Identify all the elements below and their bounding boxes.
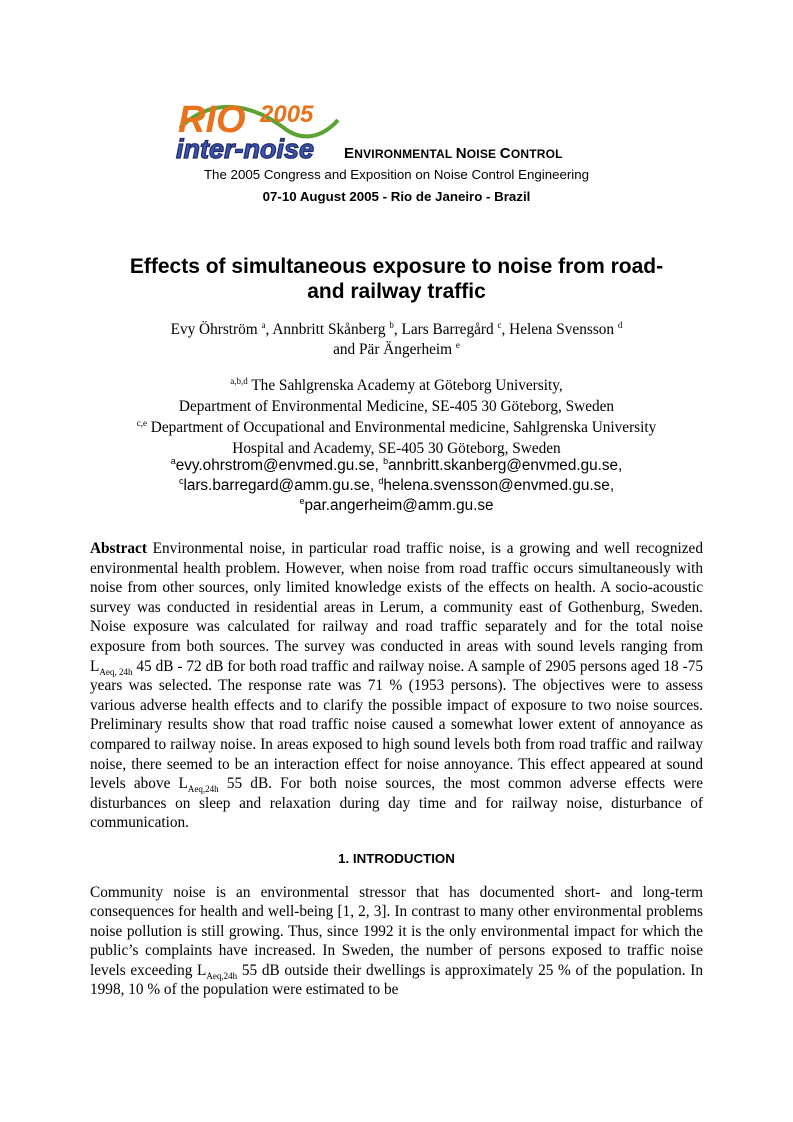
author: Lars Barregård: [401, 321, 494, 338]
author-emails: $^a$evy.ohrstrom@envmed.gu.se, $^b$annbritt.skanberg@envmed.gu.se, $^c$lars.barregard@amm.gu.se, $^d$helena.svensson@envmed.gu.se, $^e$par.angerheim@amm.gu.se: [170, 455, 623, 514]
rio-2005-internoise-logo: [172, 98, 340, 162]
email-link[interactable]: annbritt.skanberg@envmed.gu.se: [388, 457, 618, 474]
email-link[interactable]: lars.barregard@amm.gu.se: [183, 477, 370, 494]
author-list: Evy Öhrström $^a$, Annbritt Skånberg $^b$, Lars Barregård $^c$, Helena Svensson $^d$ and Pär Ängerheim $^e$: [170, 319, 623, 358]
introduction-text: Community noise is an environmental stressor that has documented short- and long-term consequences for health and well-being [1, 2, 3]. In contrast to many other environmental problems noise pollution is still growing. Thus, since 1992 it is the only environmental impact for which the public’s complaints have increased. In Sweden, the number of persons exposed to traffic noise levels exceeding $L_{Aeq,24h}$ 55 dB outside their dwellings is approximately 25 % of the population. In 1998, 10 % of the population were estimated to be: [90, 884, 703, 999]
author: Helena Svensson: [509, 321, 615, 338]
affiliations: $^{a,b,d}$ The Sahlgrenska Academy at Göteborg University, Department of Environmental Medicine, SE-405 30 Göteborg, Sweden $^{c,e}$ Department of Occupational and Environmental medicine, Sahlgrenska University Hospital and Academy, SE-405 30 Göteborg, Sweden: [136, 375, 657, 457]
email-link[interactable]: evy.ohrstrom@envmed.gu.se: [175, 457, 375, 474]
author: Pär Ängerheim: [359, 341, 453, 358]
email-link[interactable]: helena.svensson@envmed.gu.se: [383, 477, 610, 494]
conference-date-place: 07-10 August 2005 - Rio de Janeiro - Brazil: [262, 189, 531, 204]
email-link[interactable]: par.angerheim@amm.gu.se: [304, 497, 494, 514]
abstract-label: Abstract: [90, 540, 147, 557]
paper-title: Effects of simultaneous exposure to noise from road- and railway traffic: [129, 255, 664, 303]
abstract: Abstract Environmental noise, in particular road traffic noise, is a growing and well recognized environmental health problem. However, when noise from road traffic occurs simultaneously with noise from other sources, only limited knowledge exists of the effects on health. A socio-acoustic survey was conducted in residential areas in Lerum, a community east of Gothenburg, Sweden. Noise exposure was calculated for railway and road traffic separately and for the total noise exposure from both sources. The survey was conducted in areas with sound levels ranging from $L_{Aeq, 24h}$ 45 dB - 72 dB for both road traffic and railway noise. A sample of 2905 persons aged 18 -75 years was selected. The response rate was 71 % (1953 persons). The objectives were to assess various adverse health effects and to clarify the possible impact of exposure to two noise sources. Preliminary results show that road traffic noise caused a somewhat lower extent of annoyance as compared to railway noise. In areas exposed to high sound levels both from road traffic and railway noise, there seemed to be an interaction effect for noise annoyance. This effect appeared at sound levels above $L_{Aeq,24h}$ 55 dB. For both noise sources, the most common adverse effects were disturbances on sleep and relaxation during day time and for railway noise, disturbance of communication.: [90, 540, 704, 832]
author: Annbritt Skånberg: [272, 321, 386, 338]
author: Evy Öhrström: [170, 321, 258, 338]
conference-subtitle: The 2005 Congress and Exposition on Noise Control Engineering: [203, 167, 590, 182]
logo-year-text: 2005: [260, 101, 314, 128]
logo-rio-text: RIO: [178, 99, 246, 141]
section-heading-introduction: 1. INTRODUCTION: [338, 851, 455, 866]
conference-name: ENVIRONMENTAL NOISE CONTROL: [344, 145, 563, 162]
logo-internoise-text: inter-noise: [176, 134, 315, 162]
